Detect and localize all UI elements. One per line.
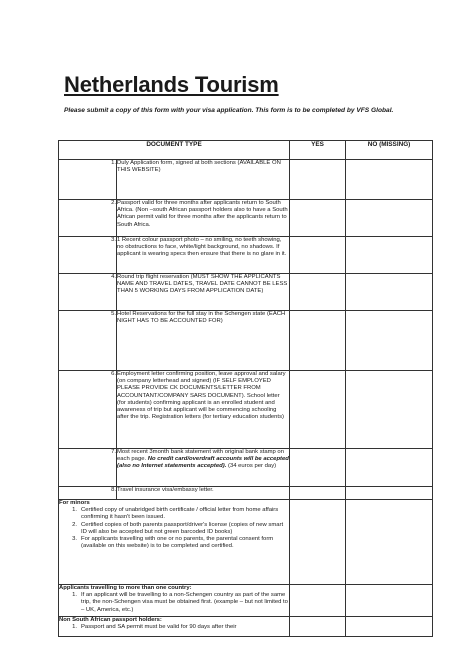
- item-number: 1.: [72, 507, 77, 514]
- no-cell[interactable]: [346, 371, 433, 449]
- table-row: [59, 311, 433, 371]
- yes-cell[interactable]: [290, 237, 346, 274]
- item-number: 1.: [72, 624, 77, 631]
- table-row: [59, 449, 433, 487]
- no-cell[interactable]: [346, 500, 433, 585]
- no-cell[interactable]: [346, 237, 433, 274]
- list-item: [59, 592, 289, 614]
- row-number: 2.: [59, 200, 117, 237]
- table-row: [59, 200, 433, 237]
- list-item: [59, 522, 289, 536]
- no-cell[interactable]: [346, 617, 433, 637]
- item-text: Passport and SA permit must be valid for 90 days after their: [81, 624, 237, 631]
- multi-country-section-cell: [59, 585, 290, 617]
- bank-statement-warning: No credit card/overdraft accounts will be accepted (also no Internet statements accepted).: [117, 456, 289, 470]
- item-text: Certified copy of unabridged birth certificate / official letter from home affairs confirming it hasn't been issued.: [81, 507, 279, 521]
- no-cell[interactable]: [346, 311, 433, 371]
- yes-cell[interactable]: [290, 200, 346, 237]
- yes-cell[interactable]: [290, 371, 346, 449]
- row-number: 4.: [59, 274, 117, 311]
- header-no-missing: NO (MISSING): [346, 141, 433, 160]
- row-text: Hotel Reservations for the full stay in the Schengen state (EACH NIGHT HAS TO BE ACCOUNTED FOR): [117, 311, 290, 371]
- bank-statement-text: Most recent 3month bank statement with original bank stamp on each page.: [117, 449, 284, 463]
- item-text: If an applicant will be travelling to a non-Schengen country as part of the same trip, the non-Schengen visa must be obtained first. (example – but not limited to – UK, America, etc.): [81, 592, 288, 613]
- yes-cell[interactable]: [290, 160, 346, 200]
- row-number: 5.: [59, 311, 117, 371]
- row-text: Employment letter confirming position, leave approval and salary (on company letterhead and signed) (IF SELF EMPLOYED PLEASE PROVIDE CK DOCUMENTS/LETTER FROM ACCOUNTANT/COMPANY SARS DOCUMENT). School letter (for students) confirming applicant is an enrolled student and awareness of trip but applicant will be commencing schooling after the trip. Registration letters (for tertiary education students): [117, 371, 290, 449]
- section-title-multi-country: Applicants travelling to more than one country:: [59, 585, 192, 591]
- yes-cell[interactable]: [290, 449, 346, 487]
- table-row: [59, 160, 433, 200]
- yes-cell[interactable]: [290, 585, 346, 617]
- row-text: Travel insurance visa/embassy letter.: [117, 487, 290, 500]
- multi-country-section: [59, 585, 433, 617]
- table-row: [59, 371, 433, 449]
- table-row: [59, 487, 433, 500]
- no-cell[interactable]: [346, 585, 433, 617]
- table-row: [59, 237, 433, 274]
- non-sa-section-cell: [59, 617, 290, 637]
- item-number: 1.: [72, 592, 77, 599]
- header-yes: YES: [290, 141, 346, 160]
- section-title-minors: For minors: [59, 500, 90, 506]
- row-text: Passport valid for three months after applicants return to South Africa. (Non –south African passport holders also to have a South African permit valid for three months after the applicants return to South Africa.: [117, 200, 290, 237]
- item-number: 3.: [72, 536, 77, 543]
- item-number: 2.: [72, 521, 77, 528]
- table-header-row: [59, 141, 433, 160]
- row-number: 7.: [59, 449, 117, 487]
- row-text: 1 Recent colour passport photo – no smiling, no teeth showing, no obstructions to face, white/light background, no shadows. If applicant is wearing specs then ensure that there is no glare in it.: [117, 237, 290, 274]
- item-text: Certified copies of both parents passport/driver's license (copies of new smart ID will also be accepted but not green barcoded ID books): [81, 521, 284, 535]
- list-item: [59, 507, 289, 521]
- table-row: [59, 274, 433, 311]
- yes-cell[interactable]: [290, 487, 346, 500]
- no-cell[interactable]: [346, 274, 433, 311]
- row-number: 8.: [59, 487, 117, 500]
- list-item: [59, 536, 289, 550]
- section-title-non-sa: Non South African passport holders:: [59, 617, 162, 623]
- no-cell[interactable]: [346, 160, 433, 200]
- row-number: 1.: [59, 160, 117, 200]
- no-cell[interactable]: [346, 487, 433, 500]
- bank-statement-note: (34 euros per day): [227, 463, 277, 470]
- non-sa-section: [59, 617, 433, 637]
- minors-section-cell: [59, 500, 290, 585]
- list-item: [59, 624, 289, 631]
- yes-cell[interactable]: [290, 617, 346, 637]
- header-document-type: DOCUMENT TYPE: [59, 141, 290, 160]
- row-text: [117, 449, 290, 487]
- row-text: Duly Application form, signed at both sections (AVAILABLE ON THIS WEBSITE): [117, 160, 290, 200]
- item-text: For applicants travelling with one or no parents, the parental consent form (available on this website) is to be completed and certified.: [81, 536, 274, 550]
- row-number: 6.: [59, 371, 117, 449]
- document-checklist-table: [58, 140, 433, 637]
- minors-section: [59, 500, 433, 585]
- no-cell[interactable]: [346, 449, 433, 487]
- no-cell[interactable]: [346, 200, 433, 237]
- yes-cell[interactable]: [290, 500, 346, 585]
- row-text: Round trip flight reservation (MUST SHOW THE APPLICANTS NAME AND TRAVEL DATES, TRAVEL DATE CANNOT BE LESS THAN 5 WORKING DAYS FROM APPLICATION DATE): [117, 274, 290, 311]
- row-number: 3.: [59, 237, 117, 274]
- yes-cell[interactable]: [290, 274, 346, 311]
- yes-cell[interactable]: [290, 311, 346, 371]
- instructions-text: Please submit a copy of this form with your visa application. This form is to be completed by VFS Global.: [64, 107, 394, 114]
- page-title: Netherlands Tourism: [64, 72, 279, 97]
